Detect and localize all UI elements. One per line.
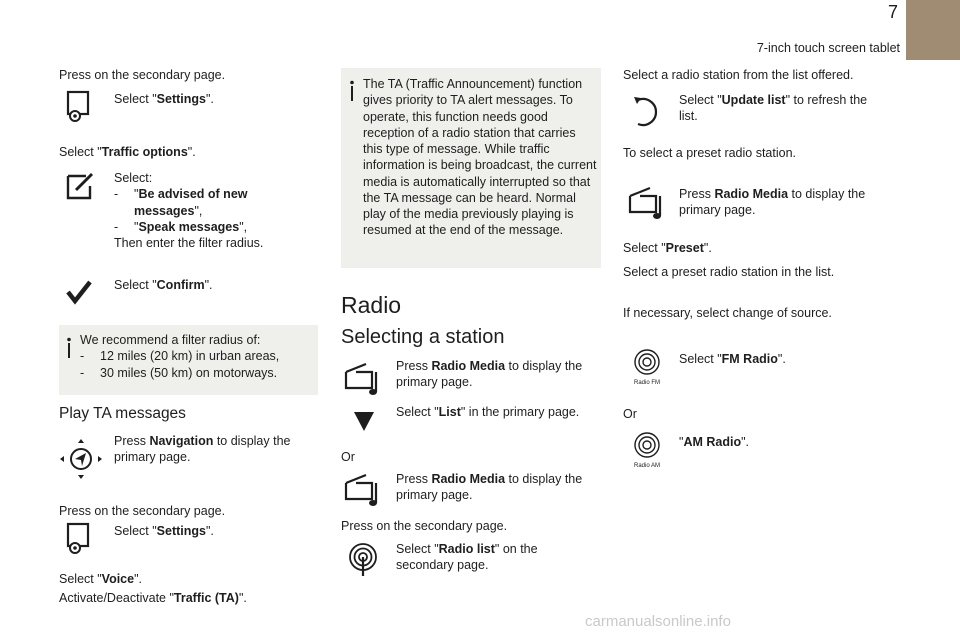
select-preset-intro-text: To select a preset radio station. xyxy=(623,146,797,160)
radio-waves-icon xyxy=(627,348,667,376)
gear-icon xyxy=(64,520,104,560)
radio-fm-icon xyxy=(627,348,667,388)
select-options-block xyxy=(114,170,314,251)
heading-play-ta-messages: Play TA messages xyxy=(59,405,186,422)
edit-icon xyxy=(64,166,104,206)
gear-icon xyxy=(64,88,104,128)
ta-info-text: The TA (Traffic Announcement) function gives priority to TA alert messages. To operate, this function needs good reception of a radio station that carries this type of message. While traffic information is being broadcast, the current media is automatically interrupted so that the TA message can be heard. Normal play of the media previously playing is resumed at the end of the message. xyxy=(363,77,597,238)
select-preset-text: Select "Preset". xyxy=(623,241,712,255)
select-list-text: Select "List" in the primary page. xyxy=(396,405,580,419)
info-item-motorway: - 30 miles (50 km) on motorways. xyxy=(80,365,278,380)
select-confirm-text: Select "Confirm". xyxy=(114,278,213,292)
select-am-text: "AM Radio". xyxy=(679,435,749,449)
radio-media-icon xyxy=(342,360,382,400)
ta-info-box xyxy=(341,68,601,268)
select-fm-text: Select "FM Radio". xyxy=(679,352,786,366)
filter-radius-info-box xyxy=(59,325,318,395)
navigation-icon xyxy=(58,437,104,481)
activate-ta-text: Activate/Deactivate "Traffic (TA)". xyxy=(59,591,247,605)
select-radio-list-text: Select "Radio list" on the secondary page. xyxy=(396,542,538,573)
radio-am-icon-label: Radio AM xyxy=(633,463,660,470)
select-from-list-text: Select a radio station from the list offered. xyxy=(623,68,854,82)
radio-am-icon xyxy=(627,431,667,471)
press-radio-media-text-1: Press Radio Media to display the primary page. xyxy=(396,359,583,390)
info-intro: We recommend a filter radius of: xyxy=(80,333,261,347)
watermark: carmanualsonline.info xyxy=(585,613,731,630)
select-voice-text: Select "Voice". xyxy=(59,572,142,586)
triangle-down-icon xyxy=(352,410,376,432)
radio-list-icon xyxy=(345,540,385,580)
radio-media-icon xyxy=(342,471,382,511)
chapter-tab xyxy=(906,0,960,60)
radio-media-icon xyxy=(626,184,666,224)
chapter-title: 7-inch touch screen tablet xyxy=(756,41,900,55)
press-secondary-text-2: Press on the secondary page. xyxy=(59,504,226,518)
heading-selecting-station: Selecting a station xyxy=(341,326,505,348)
select-traffic-options-text: Select "Traffic options". xyxy=(59,145,196,159)
option-be-advised: - "Be advised of new messages", xyxy=(114,187,248,218)
press-radio-media-text-2: Press Radio Media to display the primary page. xyxy=(396,472,583,503)
select-preset-in-list-text: Select a preset radio station in the list. xyxy=(623,265,835,279)
press-secondary-text-1: Press on the secondary page. xyxy=(59,68,226,82)
info-item-urban: - 12 miles (20 km) in urban areas, xyxy=(80,349,280,364)
filter-radius-text: Then enter the filter radius. xyxy=(114,236,264,250)
press-radio-media-text-col3: Press Radio Media to display the primary page. xyxy=(679,187,866,218)
info-icon xyxy=(347,80,357,102)
page-number: 7 xyxy=(887,2,898,22)
or-text-2: Or xyxy=(623,407,637,421)
refresh-icon xyxy=(628,92,668,132)
check-icon xyxy=(60,272,100,312)
select-settings-text-2: Select "Settings". xyxy=(114,524,214,538)
radio-fm-icon-label: Radio FM xyxy=(633,380,660,387)
option-speak-messages: - "Speak messages", xyxy=(114,219,248,234)
select-intro: Select: xyxy=(114,171,153,185)
heading-radio: Radio xyxy=(341,292,402,318)
radio-waves-icon xyxy=(627,431,667,459)
press-secondary-text-col2: Press on the secondary page. xyxy=(341,519,508,533)
or-text-1: Or xyxy=(341,450,355,464)
select-settings-text-1: Select "Settings". xyxy=(114,92,214,106)
change-source-text: If necessary, select change of source. xyxy=(623,306,832,320)
info-icon xyxy=(64,337,74,359)
press-navigation-text: Press Navigation to display the primary page. xyxy=(114,434,291,465)
select-update-list-text: Select "Update list" to refresh the list. xyxy=(679,93,868,124)
